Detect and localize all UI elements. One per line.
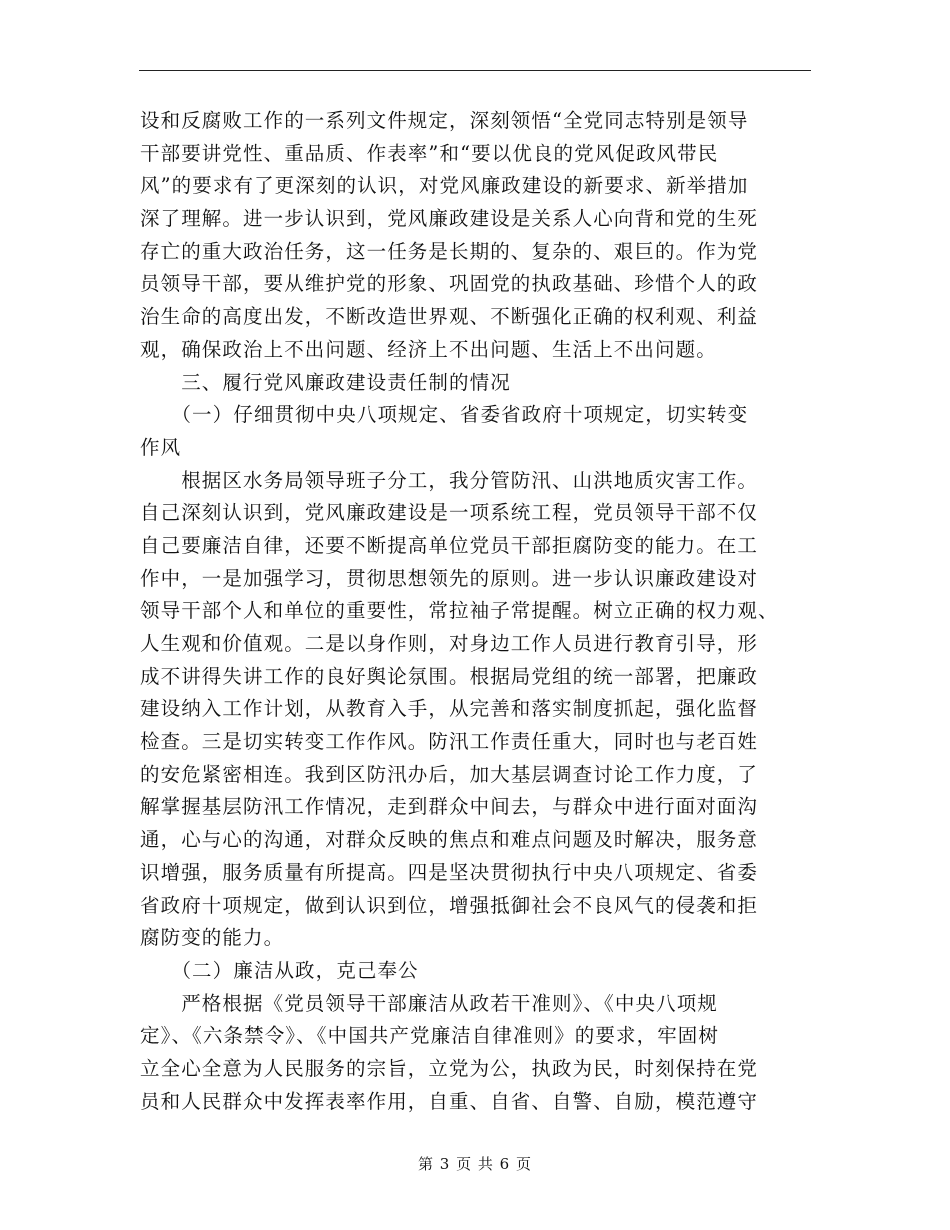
page-number: 第 3 页 共 6 页 <box>418 1155 532 1173</box>
text-line: 省政府十项规定，做到认识到位，增强抵御社会不良风气的侵袭和拒 <box>140 893 759 917</box>
text-line: 员和人民群众中发挥表率作用，自重、自省、自警、自励，模范遵守 <box>140 1089 759 1113</box>
text-line: 治生命的高度出发，不断改造世界观、不断强化正确的权利观、利益 <box>140 305 759 329</box>
subsection-heading: （一）仔细贯彻中央八项规定、省委省政府十项规定，切实转变 <box>140 403 749 427</box>
text-line: 风”的要求有了更深刻的认识，对党风廉政建设的新要求、新举措加 <box>140 174 749 198</box>
text-line: 存亡的重大政治任务，这一任务是长期的、复杂的、艰巨的。作为党 <box>140 239 759 263</box>
text-line: 检查。三是切实转变工作作风。防汛工作责任重大，同时也与老百姓 <box>140 730 759 754</box>
header-rule <box>139 70 811 71</box>
document-body <box>140 105 810 1118</box>
section-heading: 三、履行党风廉政建设责任制的情况 <box>140 370 511 394</box>
text-line: 员领导干部，要从维护党的形象、巩固党的执政基础、珍惜个人的政 <box>140 272 759 296</box>
text-line: 人生观和价值观。二是以身作则，对身边工作人员进行教育引导，形 <box>140 632 759 655</box>
text-line: 自己要廉洁自律，还要不断提高单位党员干部拒腐防变的能力。在工 <box>140 533 759 557</box>
text-line: 自己深刻认识到，党风廉政建设是一项系统工程，党员领导干部不仅 <box>140 501 759 525</box>
text-line: 建设纳入工作计划，从教育入手，从完善和落实制度抓起，强化监督 <box>140 697 759 721</box>
text-line: 解掌握基层防汛工作情况，走到群众中间去，与群众中进行面对面沟 <box>140 795 759 819</box>
text-line: 干部要讲党性、重品质、作表率”和“要以优良的党风促政风带民 <box>140 141 719 165</box>
text-line: 设和反腐败工作的一系列文件规定，深刻领悟“全党同志特别是领导 <box>140 109 749 132</box>
text-line: 深了理解。进一步认识到，党风廉政建设是关系人心向背和党的生死 <box>140 207 759 231</box>
subsection-heading: （二）廉洁从政，克己奉公 <box>140 958 419 982</box>
text-line: 成不讲得失讲工作的良好舆论氛围。根据局党组的统一部署，把廉政 <box>140 664 759 688</box>
text-line: 观，确保政治上不出问题、经济上不出问题、生活上不出问题。 <box>140 337 717 361</box>
text-line: 作中，一是加强学习，贯彻思想领先的原则。进一步认识廉政建设对 <box>140 566 759 590</box>
text-line: 立全心全意为人民服务的宗旨，立党为公，执政为民，时刻保持在党 <box>140 1056 759 1080</box>
text-line: 的安危紧密相连。我到区防汛办后，加大基层调查讨论工作力度，了 <box>140 762 759 786</box>
text-line: 领导干部个人和单位的重要性，常拉袖子常提醒。树立正确的权力观、 <box>140 599 779 623</box>
subsection-heading: 作风 <box>140 435 182 459</box>
text-line: 通，心与心的沟通，对群众反映的焦点和难点问题及时解决，服务意 <box>140 828 759 852</box>
text-line: 腐防变的能力。 <box>140 926 285 950</box>
text-line: 根据区水务局领导班子分工，我分管防汛、山洪地质灾害工作。 <box>140 468 759 492</box>
text-line: 定》、《六条禁令》、《中国共产党廉洁自律准则》的要求，牢固树 <box>140 1024 720 1048</box>
text-line: 严格根据《党员领导干部廉洁从政若干准则》、《中央八项规 <box>140 991 718 1015</box>
text-line: 识增强，服务质量有所提高。四是坚决贯彻执行中央八项规定、省委 <box>140 860 759 884</box>
